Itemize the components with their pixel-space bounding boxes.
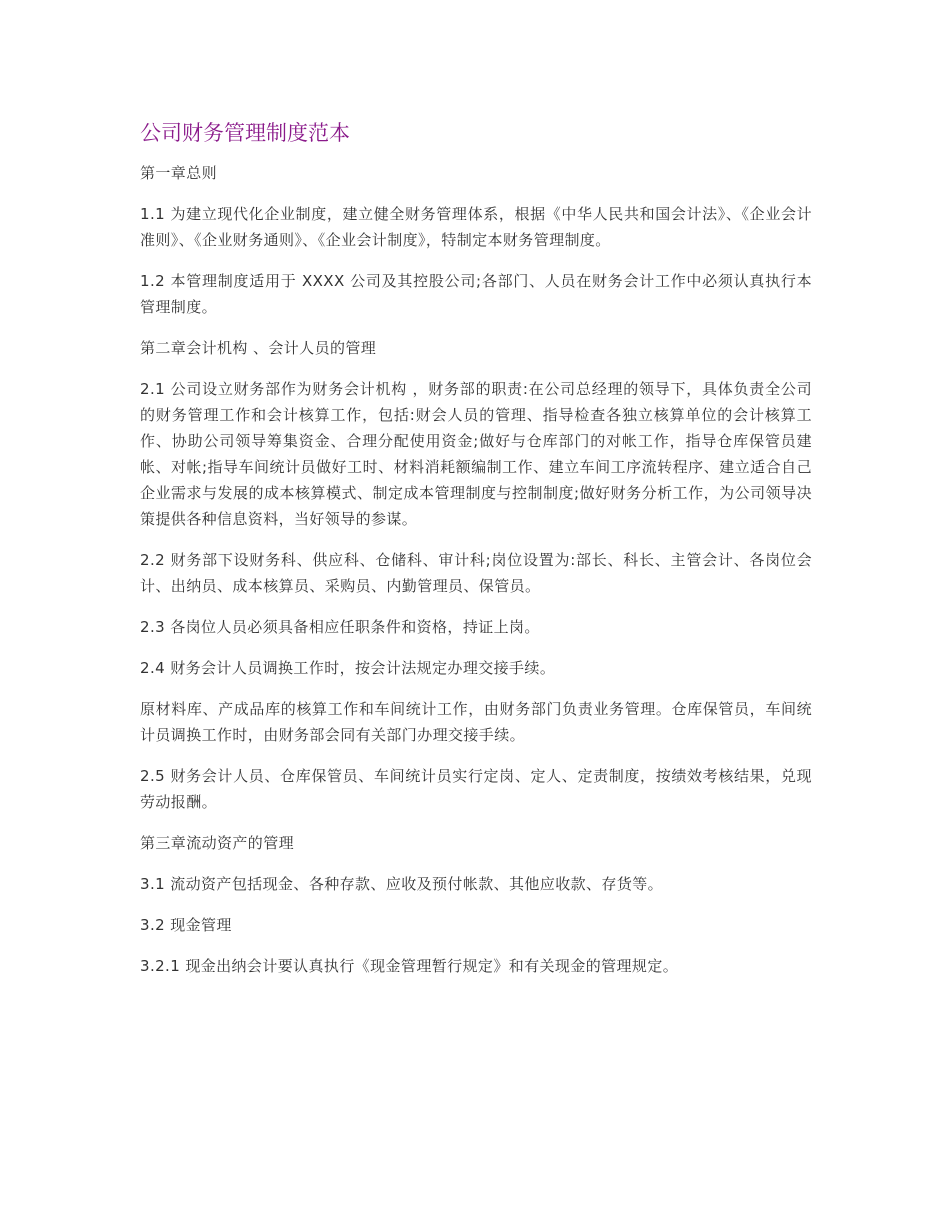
clause-2-2: 2.2 财务部下设财务科、供应科、仓储科、审计科;岗位设置为:部长、科长、主管会计、各岗位会计、出纳员、成本核算员、采购员、内勤管理员、保管员。: [140, 551, 812, 595]
clause-2-1: 2.1 公司设立财务部作为财务会计机构 ，财务部的职责:在公司总经理的领导下，具体负责全公司的财务管理工作和会计核算工作，包括:财会人员的管理、指导检查各独立核算单位的会计核算工作、协助公司领导筹集资金、合理分配使用资金;做好与仓库部门的对帐工作，指导仓库保管员建帐、对帐;指导车间统计员做好工时、材料消耗额编制工作、建立车间工序流转程序、建立适合自己企业需求与发展的成本核算模式、制定成本管理制度与控制制度;做好财务分析工作，为公司领导决策提供各种信息资料，当好领导的参谋。: [140, 380, 812, 528]
document-title: 公司财务管理制度范本: [140, 121, 350, 145]
clause-2-3: 2.3 各岗位人员必须具备相应任职条件和资格，持证上岗。: [140, 618, 540, 636]
clause-2-5: 2.5 财务会计人员、仓库保管员、车间统计员实行定岗、定人、定责制度，按绩效考核结果，兑现劳动报酬。: [140, 767, 812, 811]
clause-1-2: 1.2 本管理制度适用于 XXXX 公司及其控股公司;各部门、人员在财务会计工作中必须认真执行本管理制度。: [140, 272, 812, 316]
chapter-heading-2: 第二章会计机构 、会计人员的管理: [140, 339, 377, 357]
chapter-heading-1: 第一章总则: [140, 164, 218, 182]
clause-2-4-note: 原材料库、产成品库的核算工作和车间统计工作，由财务部门负责业务管理。仓库保管员，车间统计员调换工作时，由财务部会同有关部门办理交接手续。: [140, 700, 812, 744]
document-page: [140, 118, 812, 994]
clause-3-2-1: 3.2.1 现金出纳会计要认真执行《现金管理暂行规定》和有关现金的管理规定。: [140, 957, 679, 975]
clause-3-1: 3.1 流动资产包括现金、各种存款、应收及预付帐款、其他应收款、存货等。: [140, 875, 664, 893]
chapter-heading-3: 第三章流动资产的管理: [140, 834, 295, 852]
clause-1-1: 1.1 为建立现代化企业制度，建立健全财务管理体系，根据《中华人民共和国会计法》、《企业会计准则》、《企业财务通则》、《企业会计制度》，特制定本财务管理制度。: [140, 205, 812, 249]
clause-3-2: 3.2 现金管理: [140, 916, 232, 934]
clause-2-4: 2.4 财务会计人员调换工作时，按会计法规定办理交接手续。: [140, 659, 556, 677]
